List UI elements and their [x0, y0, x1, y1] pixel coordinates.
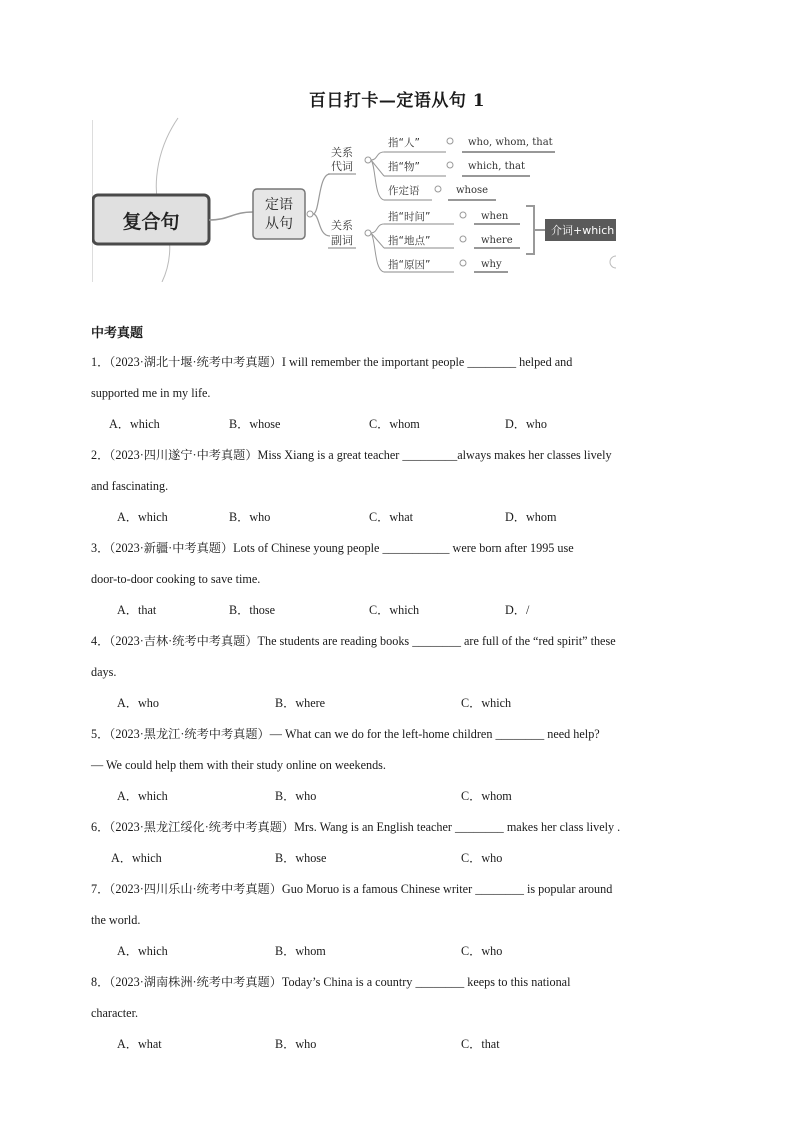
question-stem-continued: character. [91, 1006, 139, 1020]
question-item [91, 876, 711, 969]
branch-dot [307, 211, 313, 217]
answer-option-a[interactable]: A．what [117, 1037, 162, 1051]
answer-option-a[interactable]: A．who [117, 696, 159, 710]
answer-option-b[interactable]: B．who [275, 1037, 317, 1051]
answer-option-c[interactable]: C．whom [369, 417, 420, 431]
answer-options [91, 411, 711, 442]
row-value-place: where [481, 235, 513, 246]
row-label-person: 指“人” [388, 137, 420, 149]
answer-option-b[interactable]: B．where [275, 696, 326, 710]
row-value-thing: which, that [468, 161, 526, 172]
answer-option-b[interactable]: B．whom [275, 944, 326, 958]
answer-option-c[interactable]: C．that [461, 1037, 500, 1051]
question-stem-continued: — We could help them with their study online on weekends. [91, 758, 386, 772]
answer-option-b[interactable]: B．whose [229, 417, 281, 431]
branch-label-2: 从句 [265, 216, 293, 232]
connector-root [209, 212, 253, 220]
answer-options [91, 783, 711, 814]
question-stem: 4．（2023·吉林·统考中考真题）The students are reading books ________ are full of the “red spirit” these [91, 634, 616, 648]
answer-option-b[interactable]: B．whose [275, 851, 327, 865]
question-stem-continued: and fascinating. [91, 479, 169, 493]
question-item [91, 814, 711, 876]
mind-map-svg [92, 116, 616, 282]
answer-option-c[interactable]: C．whom [461, 789, 512, 803]
row-value-reason: why [481, 259, 502, 270]
note-label: 介词+which [551, 224, 615, 237]
group1-dot [365, 157, 371, 163]
row-label-reason: 指“原因” [388, 259, 431, 271]
question-stem: 3．（2023·新疆·中考真题）Lots of Chinese young people ___________ were born after 1995 use [91, 541, 574, 555]
mind-map-figure [92, 116, 616, 282]
answer-option-d[interactable]: D．whom [505, 510, 557, 524]
question-stem-continued: the world. [91, 913, 141, 927]
section-title: 中考真题 [91, 326, 144, 341]
answer-options [91, 938, 711, 969]
row-label-thing: 指“物” [388, 161, 420, 173]
answer-options [91, 504, 711, 535]
root-label: 复合句 [122, 211, 180, 233]
answer-option-a[interactable]: A．which [117, 510, 168, 524]
answer-option-c[interactable]: C．who [461, 944, 503, 958]
row-value-person: who, whom, that [468, 137, 553, 148]
branch-label-1: 定语 [265, 197, 293, 213]
question-stem-continued: supported me in my life. [91, 386, 211, 400]
answer-option-b[interactable]: B．those [229, 603, 276, 617]
question-stem-continued: days. [91, 665, 117, 679]
decor-arc-right [610, 256, 616, 268]
answer-options [91, 597, 711, 628]
answer-option-a[interactable]: A．that [117, 603, 157, 617]
question-item [91, 349, 711, 442]
question-stem: 8．（2023·湖南株洲·统考中考真题）Today’s China is a country ________ keeps to this national [91, 975, 571, 989]
answer-option-b[interactable]: B．who [275, 789, 317, 803]
answer-option-c[interactable]: C．what [369, 510, 414, 524]
page-title: 百日打卡—定语从句 1 [308, 91, 486, 111]
group1-label-1: 关系 [331, 146, 353, 159]
question-stem: 1．（2023·湖北十堰·统考中考真题）I will remember the important people ________ helped and [91, 355, 573, 369]
question-item [91, 442, 711, 535]
answer-option-a[interactable]: A．which [109, 417, 160, 431]
question-list [91, 349, 711, 1062]
answer-option-c[interactable]: C．which [461, 696, 512, 710]
answer-option-c[interactable]: C．who [461, 851, 503, 865]
answer-option-d[interactable]: D．who [505, 417, 547, 431]
question-stem: 2．（2023·四川遂宁·中考真题）Miss Xiang is a great teacher _________always makes her classes lively [91, 448, 612, 462]
answer-options [91, 690, 711, 721]
answer-option-a[interactable]: A．which [117, 944, 168, 958]
connector-group1 [313, 174, 330, 214]
answer-options [91, 845, 711, 876]
answer-option-b[interactable]: B．who [229, 510, 271, 524]
group2-dot [365, 230, 371, 236]
question-item [91, 535, 711, 628]
row-label-place: 指“地点” [388, 235, 431, 247]
question-item [91, 969, 711, 1062]
group2-label-1: 关系 [331, 219, 353, 232]
answer-option-c[interactable]: C．which [369, 603, 420, 617]
answer-option-d[interactable]: D．/ [505, 603, 530, 617]
connector-group2 [313, 214, 330, 236]
answer-option-a[interactable]: A．which [111, 851, 162, 865]
group1-label-2: 代词 [331, 160, 353, 173]
row-value-attributive: whose [456, 185, 489, 196]
adverb-brace [526, 206, 534, 254]
answer-option-a[interactable]: A．which [117, 789, 168, 803]
question-item [91, 628, 711, 721]
row-value-time: when [481, 211, 509, 222]
row-label-attributive: 作定语 [388, 185, 420, 197]
question-stem: 7．（2023·四川乐山·统考中考真题）Guo Moruo is a famous Chinese writer ________ is popular around [91, 882, 613, 896]
question-stem: 5．（2023·黑龙江·统考中考真题）— What can we do for the left-home children ________ need help? [91, 727, 600, 741]
question-stem: 6．（2023·黑龙江绥化·统考中考真题）Mrs. Wang is an English teacher ________ makes her class lively . [91, 820, 621, 834]
group2-label-2: 副词 [331, 234, 353, 247]
question-stem-continued: door-to-door cooking to save time. [91, 572, 261, 586]
row-label-time: 指“时间” [388, 211, 431, 223]
answer-options [91, 1031, 711, 1062]
question-item [91, 721, 711, 814]
